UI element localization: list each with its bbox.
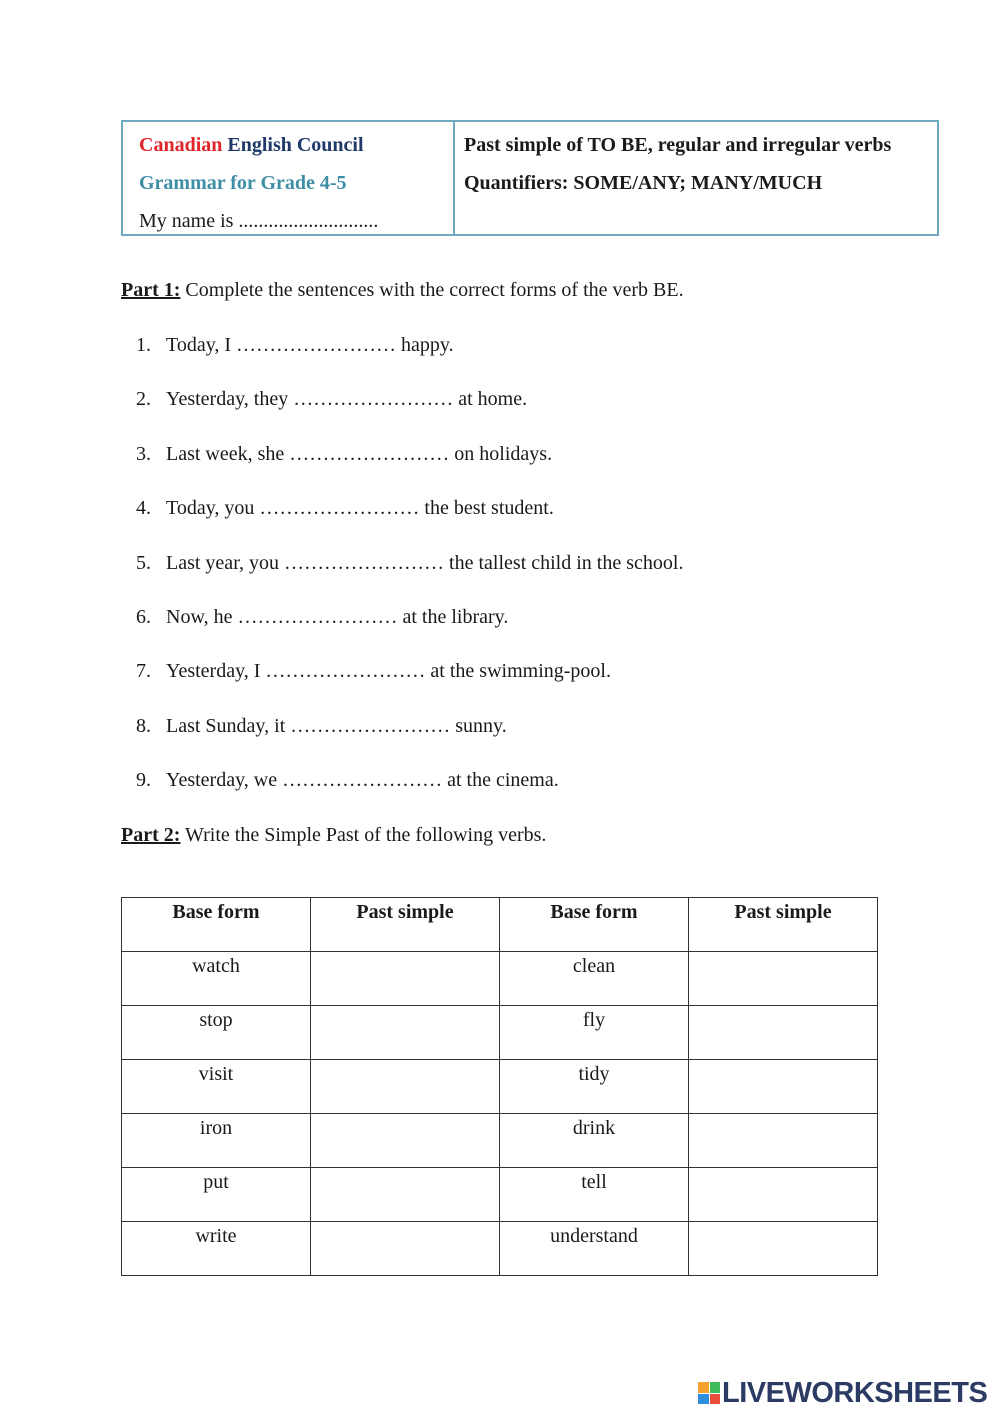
header-right	[455, 122, 937, 234]
base-form-cell: tell	[500, 1168, 689, 1222]
item-number: 3.	[136, 443, 151, 465]
answer-cell[interactable]	[311, 1168, 500, 1222]
item-number: 2.	[136, 388, 151, 410]
exercise-item[interactable]	[136, 606, 508, 629]
table-row	[122, 1006, 878, 1060]
logo-square	[710, 1382, 721, 1393]
item-text: Now, he …………………… at the library.	[166, 606, 509, 628]
table-row	[122, 1222, 878, 1276]
base-form-cell: understand	[500, 1222, 689, 1276]
answer-cell[interactable]	[311, 1060, 500, 1114]
liveworksheets-icon	[698, 1382, 720, 1404]
base-form-cell: stop	[122, 1006, 311, 1060]
header-cell: Base form	[122, 898, 311, 952]
org-name-part1: Canadian	[139, 134, 223, 156]
table-header-row	[122, 898, 878, 952]
exercise-item[interactable]	[136, 769, 559, 792]
part2-label: Part 2:	[121, 824, 181, 846]
item-text: Last Sunday, it …………………… sunny.	[166, 715, 507, 737]
exercise-item[interactable]	[136, 443, 552, 466]
answer-cell[interactable]	[311, 1006, 500, 1060]
base-form-cell: write	[122, 1222, 311, 1276]
part2-instruction: Write the Simple Past of the following verbs.	[180, 824, 547, 846]
base-form-cell: watch	[122, 952, 311, 1006]
part2-heading	[121, 824, 546, 847]
logo-square	[698, 1382, 709, 1393]
table-row	[122, 1060, 878, 1114]
table-row	[122, 952, 878, 1006]
logo-square	[698, 1394, 709, 1405]
item-text: Today, I …………………… happy.	[166, 334, 454, 356]
item-text: Last week, she …………………… on holidays.	[166, 443, 553, 465]
answer-cell[interactable]	[311, 952, 500, 1006]
answer-cell[interactable]	[689, 952, 878, 1006]
part1-instruction: Complete the sentences with the correct forms of the verb BE.	[180, 279, 684, 301]
item-number: 9.	[136, 769, 151, 791]
item-number: 7.	[136, 660, 151, 682]
item-text: Yesterday, they …………………… at home.	[166, 388, 528, 410]
exercise-item[interactable]	[136, 334, 454, 357]
base-form-cell: drink	[500, 1114, 689, 1168]
header-cell: Past simple	[689, 898, 878, 952]
answer-cell[interactable]	[689, 1222, 878, 1276]
item-text: Yesterday, I …………………… at the swimming-pool.	[166, 660, 611, 682]
answer-cell[interactable]	[689, 1060, 878, 1114]
item-text: Today, you …………………… the best student.	[166, 497, 554, 519]
item-text: Last year, you …………………… the tallest child in the school.	[166, 552, 684, 574]
item-number: 6.	[136, 606, 151, 628]
liveworksheets-logo[interactable]	[698, 1378, 987, 1408]
base-form-cell: put	[122, 1168, 311, 1222]
answer-cell[interactable]	[689, 1006, 878, 1060]
topic-1: Past simple of TO BE, regular and irregular verbs	[464, 134, 892, 156]
item-number: 8.	[136, 715, 151, 737]
topic-2: Quantifiers: SOME/ANY; MANY/MUCH	[464, 172, 823, 194]
item-number: 1.	[136, 334, 151, 356]
exercise-item[interactable]	[136, 497, 554, 520]
base-form-cell: clean	[500, 952, 689, 1006]
item-text: Yesterday, we …………………… at the cinema.	[166, 769, 559, 791]
answer-cell[interactable]	[689, 1168, 878, 1222]
exercise-item[interactable]	[136, 552, 683, 575]
part1-label: Part 1:	[121, 279, 181, 301]
org-name-part2: English Council	[227, 134, 364, 156]
course-title: Grammar for Grade 4-5	[139, 172, 347, 194]
header-box	[121, 120, 939, 236]
base-form-cell: tidy	[500, 1060, 689, 1114]
item-number: 4.	[136, 497, 151, 519]
base-form-cell: iron	[122, 1114, 311, 1168]
exercise-item[interactable]	[136, 715, 507, 738]
answer-cell[interactable]	[311, 1222, 500, 1276]
table-row	[122, 1168, 878, 1222]
exercise-item[interactable]	[136, 660, 611, 683]
header-cell: Base form	[500, 898, 689, 952]
base-form-cell: visit	[122, 1060, 311, 1114]
exercise-item[interactable]	[136, 388, 527, 411]
logo-square	[710, 1394, 721, 1405]
name-line[interactable]: My name is ............................	[139, 210, 379, 232]
header-cell: Past simple	[311, 898, 500, 952]
answer-cell[interactable]	[311, 1114, 500, 1168]
table-row	[122, 1114, 878, 1168]
answer-cell[interactable]	[689, 1114, 878, 1168]
verbs-table	[121, 897, 878, 1276]
org-name	[139, 126, 453, 164]
item-number: 5.	[136, 552, 151, 574]
logo-text: LIVEWORKSHEETS	[722, 1377, 988, 1409]
part1-heading	[121, 279, 684, 302]
base-form-cell: fly	[500, 1006, 689, 1060]
header-left	[123, 122, 455, 234]
